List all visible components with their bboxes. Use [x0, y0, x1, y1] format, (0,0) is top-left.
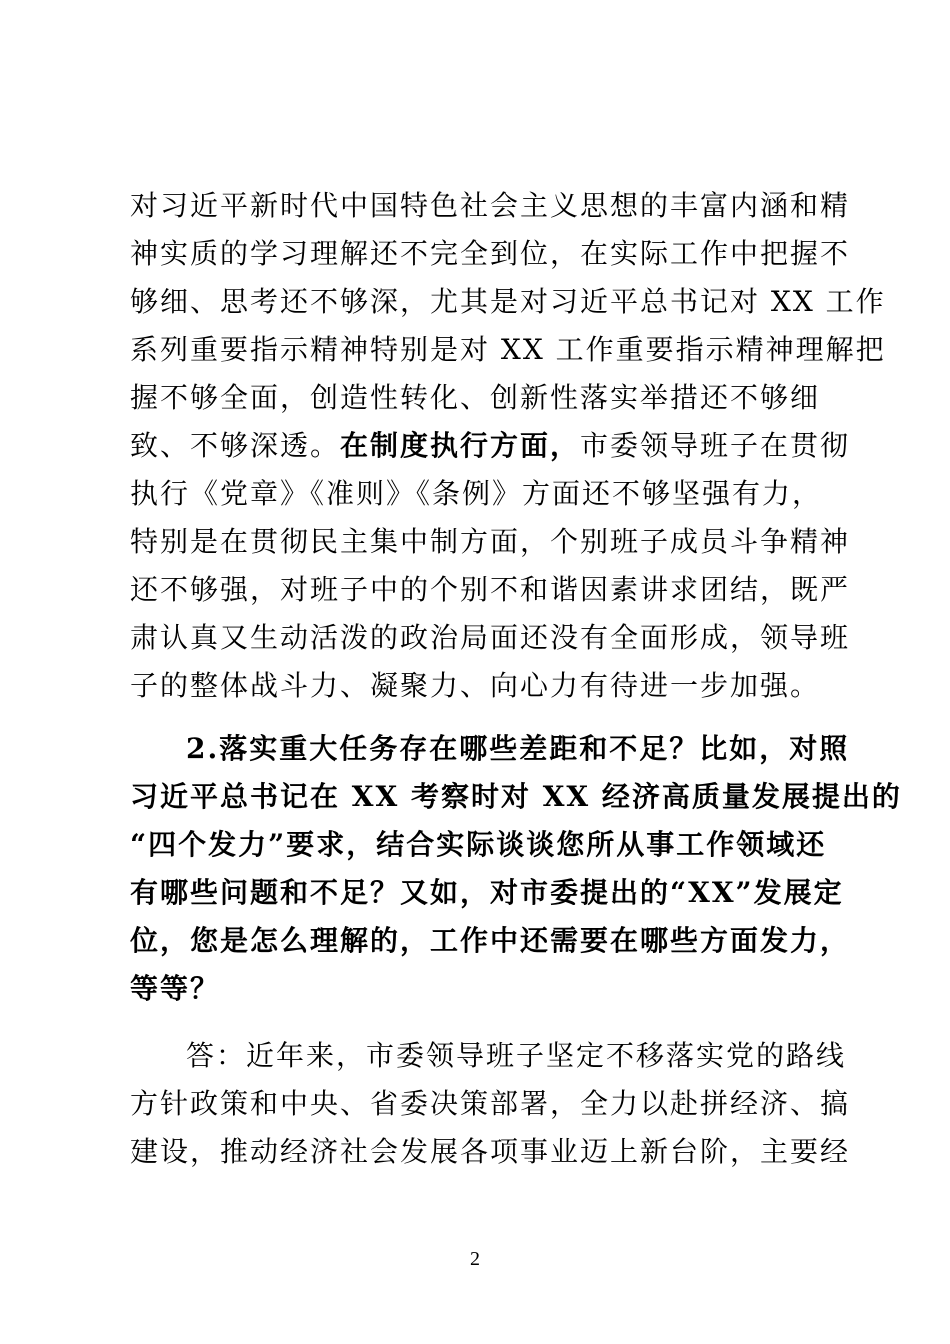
bold-heading-phrase: 在制度执行方面，	[340, 429, 581, 462]
paragraph-text: 市委领导班子在贯彻	[580, 429, 851, 462]
paragraph-text: 致、不够深透。	[130, 429, 341, 462]
paragraph-line: 执行《党章》《准则》《条例》方面还不够坚强有力，	[130, 477, 823, 510]
paragraph-line: 特别是在贯彻民主集中制方面，个别班子成员斗争精神	[130, 525, 851, 558]
question-line: 等等？	[130, 972, 221, 1005]
question-line: 位，您是怎么理解的，工作中还需要在哪些方面发力，	[130, 924, 851, 957]
answer-line: 建设，推动经济社会发展各项事业迈上新台阶，主要经	[130, 1135, 851, 1168]
paragraph-line: 对习近平新时代中国特色社会主义思想的丰富内涵和精	[130, 189, 851, 222]
paragraph-line: 神实质的学习理解还不完全到位，在实际工作中把握不	[130, 237, 851, 270]
page-number: 2	[470, 1248, 480, 1270]
answer-line: 答：近年来，市委领导班子坚定不移落实党的路线	[186, 1039, 847, 1072]
paragraph-line: 子的整体战斗力、凝聚力、向心力有待进一步加强。	[130, 669, 821, 702]
answer-line: 方针政策和中央、省委决策部署，全力以赴拼经济、搞	[130, 1087, 851, 1120]
question-line: “四个发力”要求，结合实际谈谈您所从事工作领域还	[130, 828, 827, 861]
paragraph-line: 够细、思考还不够深，尤其是对习近平总书记对 XX 工作	[130, 285, 886, 318]
paragraph-line: 肃认真又生动活泼的政治局面还没有全面形成，领导班	[130, 621, 851, 654]
paragraph-line: 握不够全面，创造性转化、创新性落实举措还不够细	[130, 381, 821, 414]
question-line: 2.落实重大任务存在哪些差距和不足？比如，对照	[186, 732, 850, 765]
paragraph-line-mixed	[130, 426, 850, 466]
paragraph-line: 系列重要指示精神特别是对 XX 工作重要指示精神理解把	[130, 333, 886, 366]
question-line: 有哪些问题和不足？又如，对市委提出的“XX”发展定	[130, 876, 844, 909]
question-line: 习近平总书记在 XX 考察时对 XX 经济高质量发展提出的	[130, 780, 902, 813]
paragraph-line: 还不够强，对班子中的个别不和谐因素讲求团结，既严	[130, 573, 851, 606]
